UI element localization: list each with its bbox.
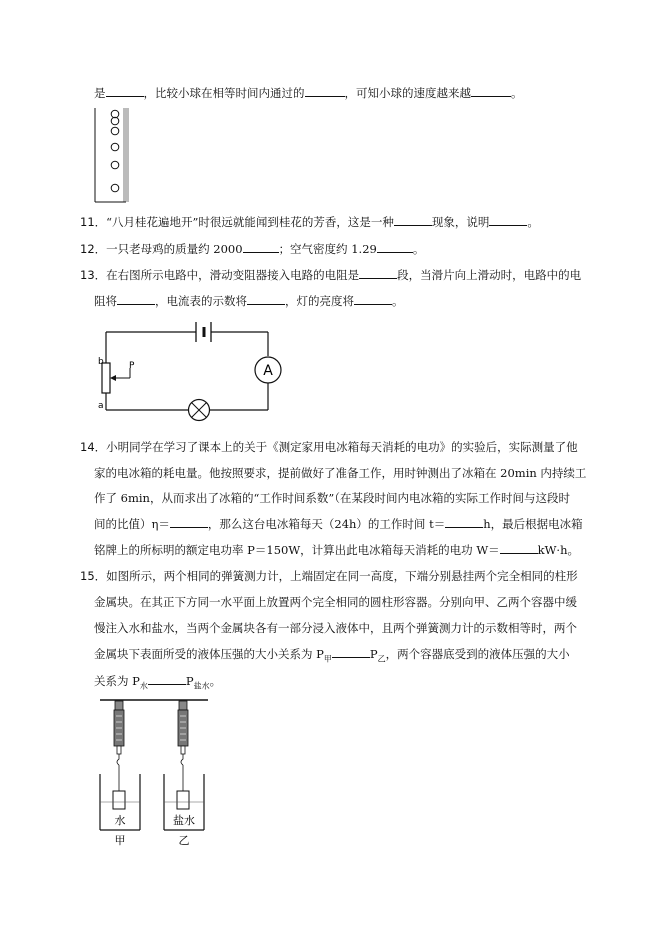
strobe-ball-figure bbox=[92, 106, 132, 206]
ammeter-icon bbox=[255, 357, 281, 383]
q15-line4: 金属块下表面所受的液体压强的大小关系为 $P_甲$ $P_乙$，两个容器底受到的液体压强的大小 bbox=[94, 647, 570, 664]
answer-blank[interactable] bbox=[243, 241, 279, 253]
answer-blank[interactable] bbox=[106, 85, 144, 97]
q15-line5: 关系为 $P_水$ $P_{盐水}$。 bbox=[94, 674, 222, 691]
q14-line3: 作了 6min，从而求出了冰箱的“工作时间系数”（在某段时间内电冰箱的实际工作时间与这段时 bbox=[94, 491, 570, 505]
ball-position bbox=[111, 161, 119, 169]
answer-blank[interactable] bbox=[489, 214, 527, 226]
q15-line2: 金属块。在其正下方同一水平面上放置两个完全相同的圆柱形容器。分别向甲、乙两个容器中缓 bbox=[94, 595, 577, 609]
slider-arrow-icon bbox=[110, 368, 130, 381]
answer-blank[interactable] bbox=[500, 542, 538, 554]
svg-text:乙: 乙 bbox=[178, 834, 190, 847]
answer-blank[interactable] bbox=[332, 646, 370, 658]
q10-line1: 是 ，比较小球在相等时间内通过的 ，可知小球的速度越来越 。 bbox=[94, 86, 523, 100]
q14-line5: 铭牌上的所标明的额定电功率 P＝150W，计算出此电冰箱每天消耗的电功 W＝ kW·h。 bbox=[94, 543, 579, 557]
answer-blank[interactable] bbox=[471, 85, 511, 97]
svg-text:水: 水 bbox=[114, 814, 126, 827]
svg-text:甲: 甲 bbox=[114, 834, 126, 847]
q12: 12．一只老母鸡的质量约 2000 ；空气密度约 1.29 。 bbox=[80, 242, 425, 256]
q15-line3: 慢注入水和盐水，当两个金属块各有一部分浸入液体中，且两个弹簧测力计的示数相等时，两个 bbox=[94, 621, 577, 635]
ball-position bbox=[111, 117, 119, 125]
answer-blank[interactable] bbox=[170, 516, 208, 528]
spring-scale-right bbox=[177, 701, 189, 809]
spring-scale-left bbox=[113, 701, 125, 809]
svg-text:盐水: 盐水 bbox=[173, 814, 195, 827]
ball-position bbox=[111, 184, 119, 192]
q14-line4: 间的比值）η＝ ，那么这台电冰箱每天（24h）的工作时间 t＝ h，最后根据电冰箱 bbox=[94, 517, 583, 531]
q13-line2: 阻将 ，电流表的示数将 ，灯的亮度将 。 bbox=[94, 294, 404, 308]
answer-blank[interactable] bbox=[377, 241, 413, 253]
answer-blank[interactable] bbox=[445, 516, 483, 528]
answer-blank[interactable] bbox=[305, 85, 345, 97]
spring-scale-figure bbox=[96, 696, 216, 848]
svg-text:a: a bbox=[98, 401, 104, 411]
q15-line1: 15．如图所示，两个相同的弹簧测力计，上端固定在同一高度，下端分别悬挂两个完全相同的柱形 bbox=[80, 569, 578, 583]
rheostat-icon bbox=[102, 363, 110, 393]
q14-line1: 14．小明同学在学习了课本上的关于《测定家用电冰箱每天消耗的电功》的实验后，实际测量了他 bbox=[80, 440, 578, 454]
ball-position bbox=[111, 110, 119, 118]
svg-text:A: A bbox=[263, 363, 273, 379]
answer-blank[interactable] bbox=[148, 673, 186, 685]
circuit-diagram bbox=[92, 318, 292, 418]
answer-blank[interactable] bbox=[394, 214, 432, 226]
answer-blank[interactable] bbox=[359, 267, 397, 279]
svg-text:P: P bbox=[129, 361, 135, 371]
ball-position bbox=[111, 143, 119, 151]
q14-line2: 家的电冰箱的耗电量。他按照要求，提前做好了准备工作，用时钟测出了冰箱在 20min 内持续工 bbox=[94, 466, 587, 480]
answer-blank[interactable] bbox=[247, 293, 285, 305]
q11: 11．“八月桂花遍地开”时很远就能闻到桂花的芳香，这是一种 现象，说明 。 bbox=[80, 215, 539, 229]
battery-icon bbox=[196, 322, 211, 342]
answer-blank[interactable] bbox=[354, 293, 392, 305]
lamp-icon bbox=[189, 400, 210, 421]
ball-position bbox=[111, 127, 119, 135]
answer-blank[interactable] bbox=[117, 293, 155, 305]
q13-line1: 13．在右图所示电路中，滑动变阻器接入电路的电阻是 段，当滑片向上滑动时，电路中的电 bbox=[80, 268, 582, 282]
svg-text:b: b bbox=[98, 357, 104, 367]
